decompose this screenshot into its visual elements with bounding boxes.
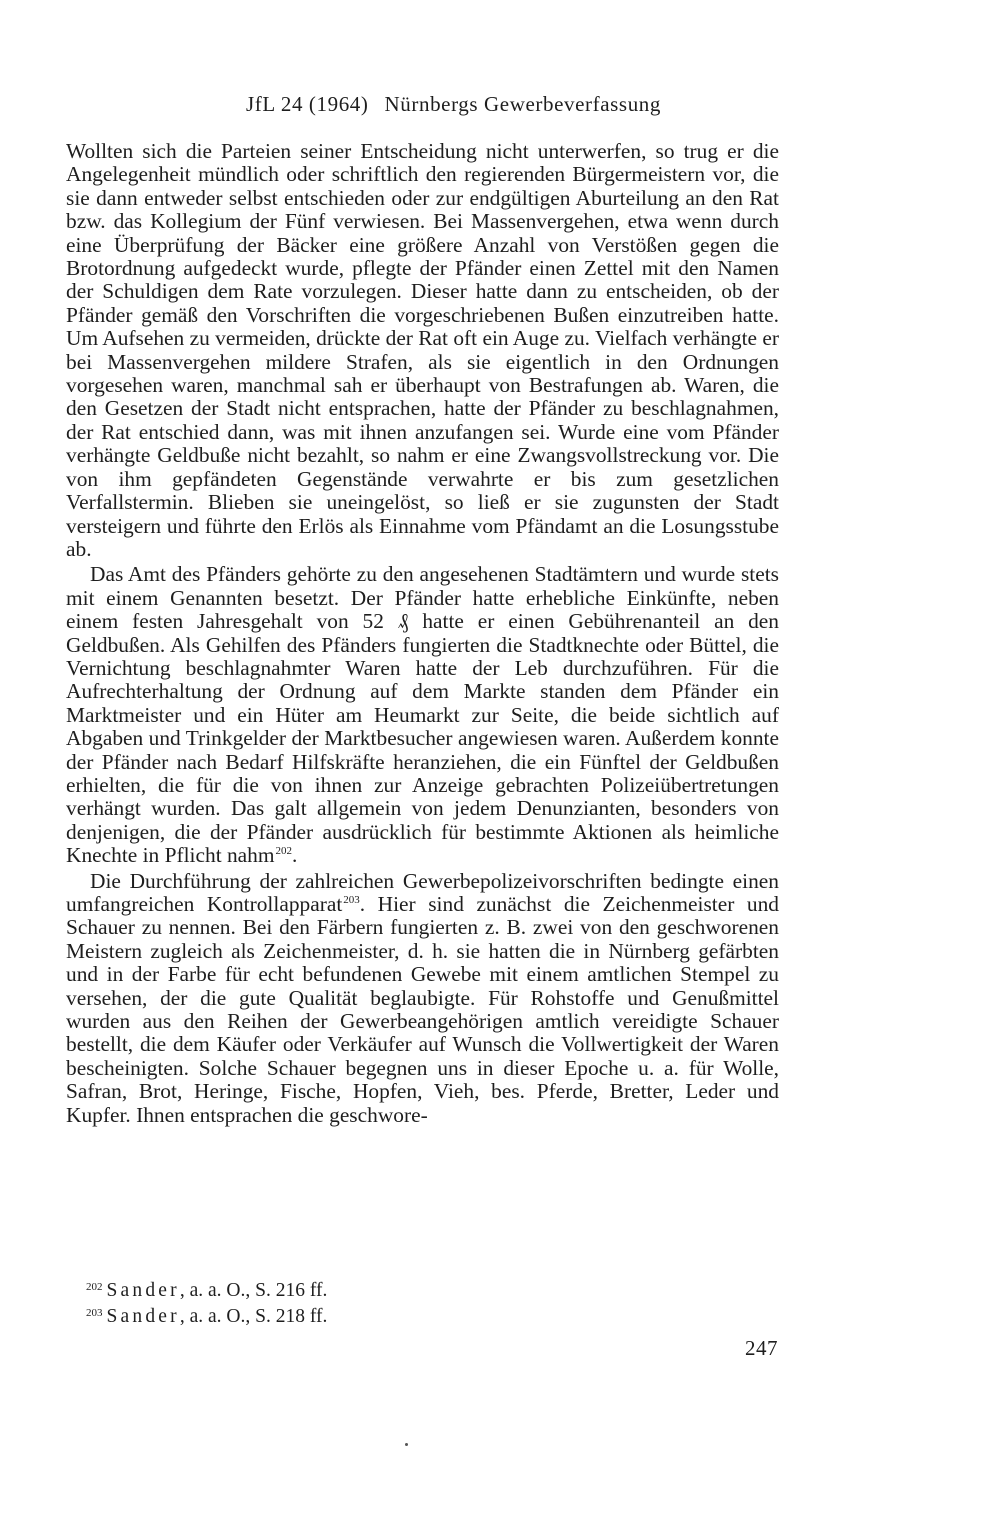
paragraph-text: Das Amt des Pfänders gehörte zu den angesehenen Stadtämtern und wurde stets mit einem Genannten besetzt. Der Pfänder hatte erhebliche Einkünfte, neben einem festen Jahresgehalt von 52 ₰ hatte er einen Gebührenanteil an den Geldbußen. Als Gehilfen des Pfänders fungierten die Stadtknechte oder Büttel, die Vernichtung beschlagnahmter Waren hatte der Leb durchzuführen. Für die Aufrechterhaltung der Ordnung auf dem Markte standen dem Pfänder ein Marktmeister und ein Hüter am Heumarkt zur Seite, die beide sichtlich auf Abgaben und Trinkgelder der Marktbesucher angewiesen waren. Außerdem konnte der Pfänder nach Bedarf Hilfskräfte heranziehen, die ein Fünftel der Geldbußen erhielten, die für die von ihnen zur Anzeige gebrachten Polizeiübertretungen verhängt wurden. Das galt allgemein von jedem Denunzianten, besonders von denjenigen, die der Pfänder ausdrücklich für bestimmte Aktionen als heimliche Knechte in Pflicht nahm	[66, 562, 779, 868]
paragraph-text-tail: .	[292, 843, 298, 868]
paragraph-text: Wollten sich die Parteien seiner Entscheidung nicht unterwerfen, so trug er die Angelegenheit mündlich oder schriftlich den regierenden Bürgermeistern vor, die sie dann entweder selbst entschieden oder zur endgültigen Aburteilung an den Rat bzw. das Kollegium der Fünf verwiesen. Bei Massenvergehen, etwa wenn durch eine Überprüfung der Bäcker eine größere Anzahl von Verstößen gegen die Brotordnung aufgedeckt wurde, pflegte der Pfänder einen Zettel mit den Namen der Schuldigen dem Rate vorzulegen. Dieser hatte dann zu entscheiden, ob der Pfänder gemäß den Vorschriften die vorgeschriebenen Bußen einzutreiben hatte. Um Aufsehen zu vermeiden, drückte der Rat oft ein Auge zu. Vielfach verhängte er bei Massenvergehen mildere Strafen, als sie eigentlich in den Ordnungen vorgesehen waren, manchmal sah er überhaupt von Bestrafungen ab. Waren, die den Gesetzen der Stadt nicht entsprachen, hatte der Pfänder zu beschlagnahmen, der Rat entschied dann, was mit ihnen anzufangen sei. Wurde eine vom Pfänder verhängte Geldbuße nicht bezahlt, so nahm er eine Zwangsvollstreckung vor. Die von ihm gepfändeten Gegenstände verwahrte er bis zum gesetzlichen Verfallstermin. Blieben sie uneingelöst, so ließ er sie zugunsten der Stadt versteigern und führte den Erlös als Einnahme vom Pfändamt an die Losungsstube ab.	[66, 139, 779, 561]
paragraph-text: Die Durchführung der zahlreichen Gewerbepolizeivorschriften bedingte einen umfangreichen Kontrollapparat	[66, 868, 779, 916]
footnote-reference-text: , a. a. O., S. 218 ff.	[179, 1306, 328, 1327]
footnote-reference[interactable]: 202	[275, 845, 293, 858]
footnote-number: 203	[86, 1307, 103, 1319]
page-number: 247	[745, 1336, 778, 1360]
body-text	[66, 140, 779, 1127]
footnote-reference[interactable]: 203	[343, 894, 360, 906]
footnote-author: Sander	[106, 1306, 180, 1327]
footnote-reference-text: , a. a. O., S. 216 ff.	[179, 1280, 328, 1301]
paragraph	[66, 140, 779, 561]
footnote	[86, 1302, 327, 1328]
footnote-number: 202	[86, 1281, 103, 1293]
footnote	[86, 1276, 327, 1302]
paragraph-text-tail: . Hier sind zunächst die Zeichenmeister und Schauer zu nennen. Bei den Färbern fungierten z. B. zwei von den geschworenen Meistern zugleich als Zeichenmeister, d. h. sie hatten die in Nürnberg gefärbten und in der Farbe für echt befundenen Gewebe mit einem amtlichen Stempel zu versehen, der die gute Qualität beglaubigte. Für Rohstoffe und Genußmittel wurden aus den Reihen der Gewerbeangehörigen amtlich vereidigte Schauer bestellt, die dem Käufer oder Verkäufer auf Wunsch die Vollwertigkeit der Waren bescheinigten. Solche Schauer begegnen uns in dieser Epoche u. a. für Wolle, Safran, Brot, Heringe, Fische, Hopfen, Vieh, bes. Pferde, Bretter, Leder und Kupfer. Ihnen entsprachen die geschwore-	[66, 892, 779, 1127]
journal-reference: JfL 24 (1964)	[246, 92, 369, 116]
running-head-title: Nürnbergs Gewerbeverfassung	[384, 92, 661, 116]
paragraph	[66, 563, 779, 867]
scan-speck	[405, 1443, 408, 1446]
paragraph	[66, 870, 779, 1127]
running-head	[246, 92, 661, 117]
footnotes	[86, 1276, 327, 1328]
footnote-author: Sander	[106, 1280, 180, 1301]
